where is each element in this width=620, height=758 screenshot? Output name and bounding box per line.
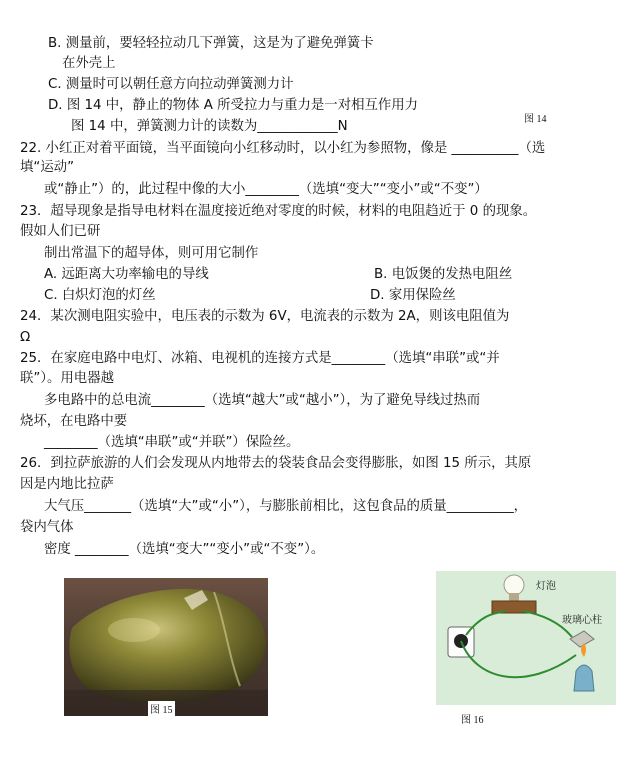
q25-line5: ________（选填“串联”或“并联”）保险丝。 bbox=[44, 435, 300, 450]
inflated-bag-image bbox=[64, 578, 268, 716]
q24-line1: 24．某次测电阻实验中，电压表的示数为 6V，电流表的示数为 2A，则该电阻值为 bbox=[20, 309, 510, 324]
q23-option-b: B. 电饭煲的发热电阻丝 bbox=[374, 267, 513, 282]
q23-line3: 制出常温下的超导体，则可用它制作 bbox=[44, 246, 259, 261]
figure-15-photo bbox=[64, 578, 268, 716]
q26-line3: 大气压_______（选填“大”或“小”），与膨胀前相比，这包食品的质量__________， bbox=[44, 499, 528, 514]
figure-14-caption: 图 14 bbox=[524, 114, 547, 125]
figure-16-diagram bbox=[436, 571, 616, 705]
q21-option-d-line2: 图 14 中，弹簧测力计的读数为____________N bbox=[71, 119, 348, 134]
q23-option-d: D. 家用保险丝 bbox=[370, 288, 456, 303]
q22-line3: 或“静止”）的，此过程中像的大小________（选填“变大”“变小”或“不变”） bbox=[44, 182, 488, 197]
bulb-label: 灯泡 bbox=[536, 581, 556, 592]
q26-line2: 因是内地比拉萨 bbox=[20, 477, 114, 492]
q25-line2: 联”）。用电器越 bbox=[20, 371, 114, 386]
q23-option-a: A. 远距离大功率输电的导线 bbox=[44, 267, 209, 282]
q23-option-c: C. 白炽灯泡的灯丝 bbox=[44, 288, 156, 303]
q21-option-d-line1: D. 图 14 中，静止的物体 A 所受拉力与重力是一对相互作用力 bbox=[48, 98, 419, 113]
figure-16-caption: 图 16 bbox=[461, 715, 484, 726]
q21-option-b-line1: B. 测量前，要轻轻拉动几下弹簧，这是为了避免弹簧卡 bbox=[48, 36, 374, 51]
q23-line1: 23．超导现象是指导电材料在温度接近绝对零度的时候，材料的电阻趋近于 0 的现象。 bbox=[20, 204, 537, 219]
glass-rod-label: 玻璃心柱 bbox=[562, 615, 602, 626]
q25-line1: 25．在家庭电路中电灯、冰箱、电视机的连接方式是________（选填“串联”或“并 bbox=[20, 351, 500, 366]
q21-option-c: C. 测量时可以朝任意方向拉动弹簧测力计 bbox=[48, 77, 294, 92]
q26-line4: 袋内气体 bbox=[20, 520, 74, 535]
q21-option-b-line2: 在外壳上 bbox=[62, 56, 116, 71]
q25-line3: 多电路中的总电流________（选填“越大”或“越小”），为了避免导线过热而 bbox=[44, 393, 481, 408]
q26-line1: 26．到拉萨旅游的人们会发现从内地带去的袋装食品会变得膨胀，如图 15 所示，其原 bbox=[20, 456, 532, 471]
q25-line4: 烧坏，在电路中要 bbox=[20, 414, 128, 429]
q22-line1: 22. 小红正对着平面镜，当平面镜向小红移动时，以小红为参照物，像是 __________（选 bbox=[20, 141, 546, 156]
q23-line2: 假如人们已研 bbox=[20, 224, 101, 239]
figure-15-caption: 图 15 bbox=[148, 701, 175, 716]
circuit-image bbox=[436, 571, 616, 705]
q24-line2: Ω bbox=[20, 330, 31, 345]
q22-line2: 填“运动” bbox=[20, 160, 75, 175]
q26-line5: 密度 ________（选填“变大”“变小”或“不变”）。 bbox=[44, 542, 325, 557]
